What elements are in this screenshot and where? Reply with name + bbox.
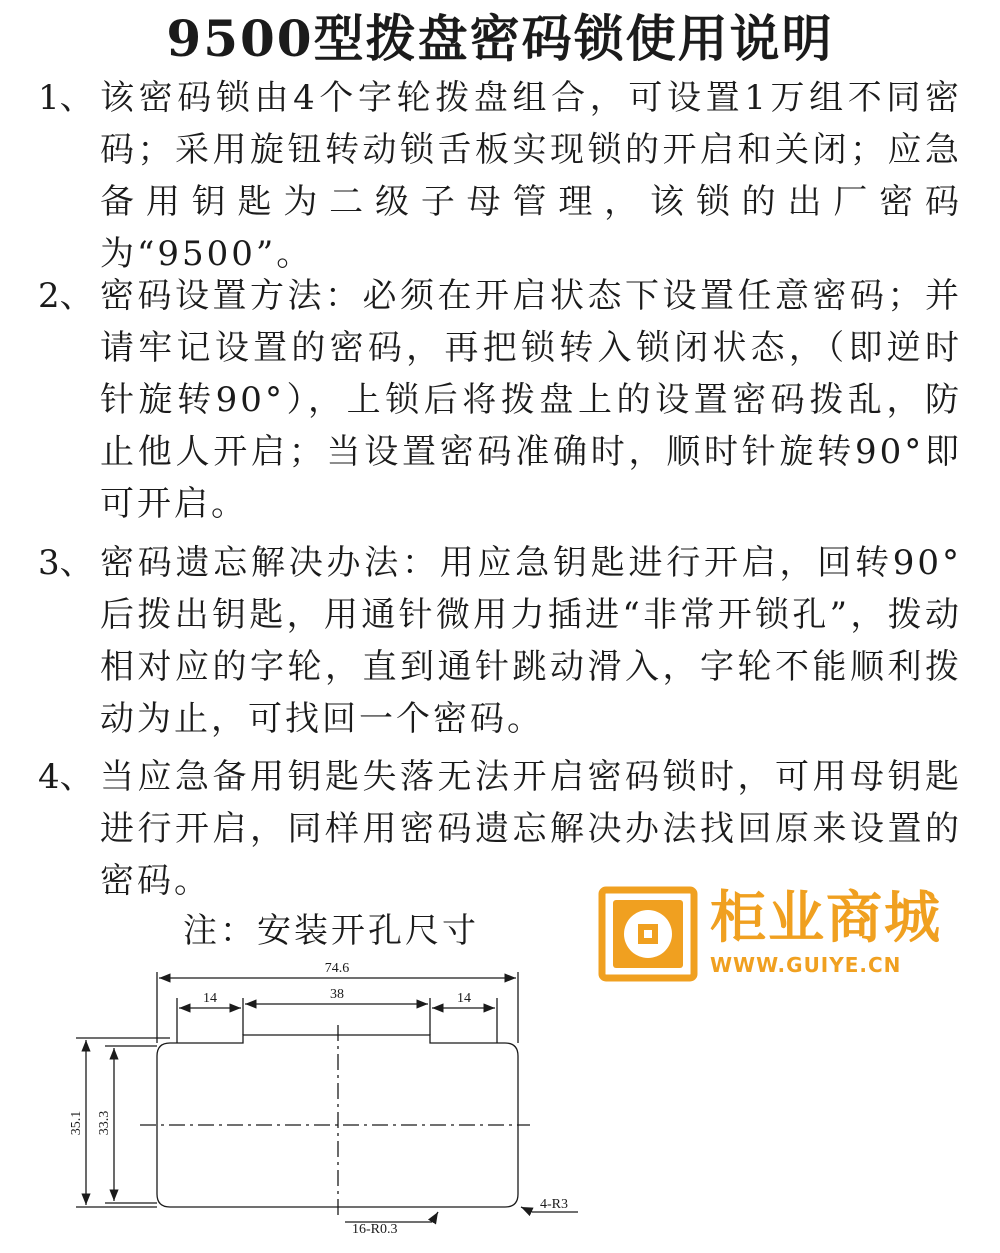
dim-inner-height: 33.3: [97, 1110, 112, 1136]
dim-small-radius: 16-R0.3: [352, 1222, 398, 1237]
dim-center-width: 38: [330, 987, 344, 1002]
dim-corner-radius: 4-R3: [540, 1197, 568, 1212]
item-number: 3、: [38, 543, 94, 583]
dim-right-width: 14: [457, 991, 471, 1006]
item-number: 4、: [38, 757, 94, 797]
installation-note: 注：安装开孔尺寸: [183, 911, 479, 951]
item-number: 1、: [38, 78, 94, 118]
item-number: 2、: [38, 276, 94, 316]
dim-left-width: 14: [203, 991, 217, 1006]
item-text: 密码遗忘解决办法：用应急钥匙进行开启，回转90°后拨出钥匙，用通针微用力插进“非常开锁孔”，拨动相对应的字轮，直到通针跳动滑入，字轮不能顺利拨动为止，可找回一个密码。: [100, 543, 962, 739]
item-text: 当应急备用钥匙失落无法开启密码锁时，可用母钥匙进行开启，同样用密码遗忘解决办法找回原来设置的密码。: [100, 757, 962, 901]
dim-outer-height: 35.1: [69, 1110, 84, 1136]
brand-url: WWW.GUIYE.CN: [710, 953, 902, 977]
item-text: 密码设置方法：必须在开启状态下设置任意密码；并请牢记设置的密码，再把锁转入锁闭状态，（即逆时针旋转90°），上锁后将拨盘上的设置密码拨乱，防止他人开启；当设置密码准确时，顺时针旋转90°即可开启。: [100, 276, 962, 524]
cutout-dimension-drawing: [0, 950, 1000, 1250]
brand-name: 柜业商城: [710, 886, 942, 951]
page-title: 9500型拨盘密码锁使用说明: [166, 9, 834, 68]
item-text: 该密码锁由4个字轮拨盘组合，可设置1万组不同密码；采用旋钮转动锁舌板实现锁的开启和关闭；应急备用钥匙为二级子母管理，该锁的出厂密码为“9500”。: [100, 78, 962, 274]
dim-overall-width: 74.6: [324, 961, 350, 976]
